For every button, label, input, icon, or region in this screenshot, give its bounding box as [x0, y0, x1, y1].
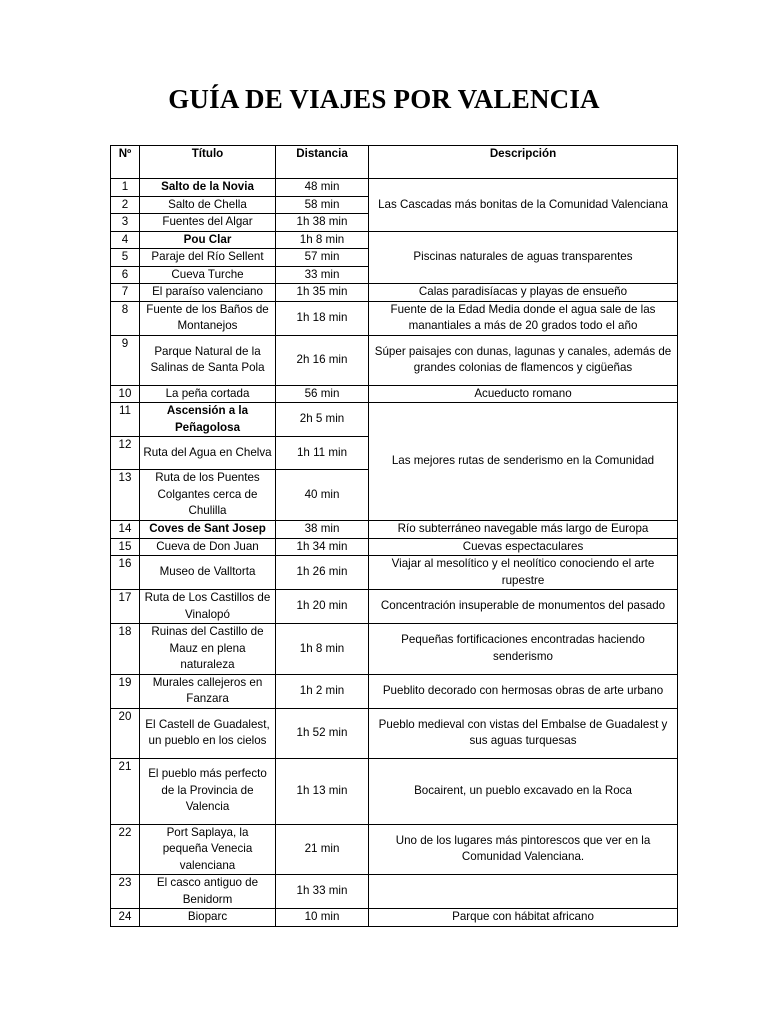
row-distance: 1h 33 min	[276, 875, 369, 909]
table-row	[111, 909, 678, 927]
row-num: 6	[111, 266, 140, 284]
row-title: Ascensión a la Peñagolosa	[140, 403, 276, 437]
row-title: La peña cortada	[140, 385, 276, 403]
row-description: Calas paradisíacas y playas de ensueño	[369, 284, 678, 302]
table-row	[111, 284, 678, 302]
row-title: Cueva Turche	[140, 266, 276, 284]
row-distance: 1h 20 min	[276, 590, 369, 624]
table-row	[111, 556, 678, 590]
row-description: Cuevas espectaculares	[369, 538, 678, 556]
table-row	[111, 335, 678, 385]
row-distance: 1h 8 min	[276, 624, 369, 675]
row-title: Salto de Chella	[140, 196, 276, 214]
row-num: 13	[111, 470, 140, 521]
table-row	[111, 521, 678, 539]
row-title: Fuentes del Algar	[140, 214, 276, 232]
row-description-empty	[369, 875, 678, 909]
row-distance: 1h 18 min	[276, 301, 369, 335]
row-title: Murales callejeros en Fanzara	[140, 674, 276, 708]
row-num: 18	[111, 624, 140, 675]
row-description: Acueducto romano	[369, 385, 678, 403]
row-description: Parque con hábitat africano	[369, 909, 678, 927]
row-num: 2	[111, 196, 140, 214]
row-title: Bioparc	[140, 909, 276, 927]
row-title: Ruinas del Castillo de Mauz en plena naturaleza	[140, 624, 276, 675]
row-num: 21	[111, 758, 140, 824]
row-num: 4	[111, 231, 140, 249]
table-row	[111, 385, 678, 403]
row-num: 22	[111, 824, 140, 875]
row-num: 16	[111, 556, 140, 590]
row-title: Salto de la Novia	[140, 179, 276, 197]
table-row	[111, 708, 678, 758]
table-header-row	[111, 146, 678, 179]
table-row	[111, 231, 678, 249]
row-distance: 48 min	[276, 179, 369, 197]
table-row	[111, 674, 678, 708]
row-num: 14	[111, 521, 140, 539]
row-distance: 21 min	[276, 824, 369, 875]
row-description: Concentración insuperable de monumentos del pasado	[369, 590, 678, 624]
header-title: Título	[140, 146, 276, 179]
row-distance: 2h 16 min	[276, 335, 369, 385]
row-title: El paraíso valenciano	[140, 284, 276, 302]
row-distance: 1h 13 min	[276, 758, 369, 824]
row-title: Ruta de Los Castillos de Vinalopó	[140, 590, 276, 624]
header-description: Descripción	[369, 146, 678, 179]
row-num: 20	[111, 708, 140, 758]
row-description: Piscinas naturales de aguas transparentes	[369, 231, 678, 284]
table-row	[111, 824, 678, 875]
row-num: 8	[111, 301, 140, 335]
row-title: El casco antiguo de Benidorm	[140, 875, 276, 909]
row-distance: 1h 38 min	[276, 214, 369, 232]
row-title: Cueva de Don Juan	[140, 538, 276, 556]
row-description: Pueblito decorado con hermosas obras de arte urbano	[369, 674, 678, 708]
row-num: 7	[111, 284, 140, 302]
row-num: 12	[111, 437, 140, 470]
row-title: El Castell de Guadalest, un pueblo en los cielos	[140, 708, 276, 758]
row-description: Fuente de la Edad Media donde el agua sale de las manantiales a más de 20 grados todo el año	[369, 301, 678, 335]
table-row	[111, 403, 678, 437]
row-num: 23	[111, 875, 140, 909]
row-num: 1	[111, 179, 140, 197]
travel-guide-table	[110, 145, 678, 927]
row-num: 11	[111, 403, 140, 437]
row-description: Pequeñas fortificaciones encontradas haciendo senderismo	[369, 624, 678, 675]
table-row	[111, 538, 678, 556]
table-row	[111, 758, 678, 824]
header-num: Nº	[111, 146, 140, 179]
row-num: 9	[111, 335, 140, 385]
row-title: Museo de Valltorta	[140, 556, 276, 590]
row-title: Ruta de los Puentes Colgantes cerca de Chulilla	[140, 470, 276, 521]
row-distance: 38 min	[276, 521, 369, 539]
row-distance: 1h 35 min	[276, 284, 369, 302]
row-distance: 56 min	[276, 385, 369, 403]
row-title: El pueblo más perfecto de la Provincia de Valencia	[140, 758, 276, 824]
row-distance: 2h 5 min	[276, 403, 369, 437]
row-distance: 57 min	[276, 249, 369, 267]
row-distance: 1h 2 min	[276, 674, 369, 708]
row-distance: 10 min	[276, 909, 369, 927]
row-title: Port Saplaya, la pequeña Venecia valenciana	[140, 824, 276, 875]
row-title: Paraje del Río Sellent	[140, 249, 276, 267]
row-description: Las mejores rutas de senderismo en la Comunidad	[369, 403, 678, 521]
row-title: Ruta del Agua en Chelva	[140, 437, 276, 470]
row-title: Parque Natural de la Salinas de Santa Pola	[140, 335, 276, 385]
row-title: Fuente de los Baños de Montanejos	[140, 301, 276, 335]
row-num: 5	[111, 249, 140, 267]
row-description: Súper paisajes con dunas, lagunas y canales, además de grandes colonias de flamencos y cigüeñas	[369, 335, 678, 385]
row-distance: 1h 26 min	[276, 556, 369, 590]
row-distance: 1h 8 min	[276, 231, 369, 249]
row-distance: 1h 11 min	[276, 437, 369, 470]
row-distance: 33 min	[276, 266, 369, 284]
row-description: Río subterráneo navegable más largo de Europa	[369, 521, 678, 539]
row-distance: 58 min	[276, 196, 369, 214]
row-description: Viajar al mesolítico y el neolítico conociendo el arte rupestre	[369, 556, 678, 590]
row-title: Coves de Sant Josep	[140, 521, 276, 539]
row-num: 15	[111, 538, 140, 556]
row-num: 3	[111, 214, 140, 232]
page-title: GUÍA DE VIAJES POR VALENCIA	[168, 84, 600, 114]
row-num: 17	[111, 590, 140, 624]
row-num: 10	[111, 385, 140, 403]
row-title: Pou Clar	[140, 231, 276, 249]
table-row	[111, 875, 678, 909]
row-distance: 1h 52 min	[276, 708, 369, 758]
table-row	[111, 624, 678, 675]
table-row	[111, 301, 678, 335]
row-description: Uno de los lugares más pintorescos que ver en la Comunidad Valenciana.	[369, 824, 678, 875]
table-row	[111, 179, 678, 197]
row-description: Las Cascadas más bonitas de la Comunidad Valenciana	[369, 179, 678, 232]
row-description: Pueblo medieval con vistas del Embalse de Guadalest y sus aguas turquesas	[369, 708, 678, 758]
row-description: Bocairent, un pueblo excavado en la Roca	[369, 758, 678, 824]
row-distance: 1h 34 min	[276, 538, 369, 556]
table-row	[111, 590, 678, 624]
row-num: 19	[111, 674, 140, 708]
header-distance: Distancia	[276, 146, 369, 179]
row-distance: 40 min	[276, 470, 369, 521]
row-num: 24	[111, 909, 140, 927]
